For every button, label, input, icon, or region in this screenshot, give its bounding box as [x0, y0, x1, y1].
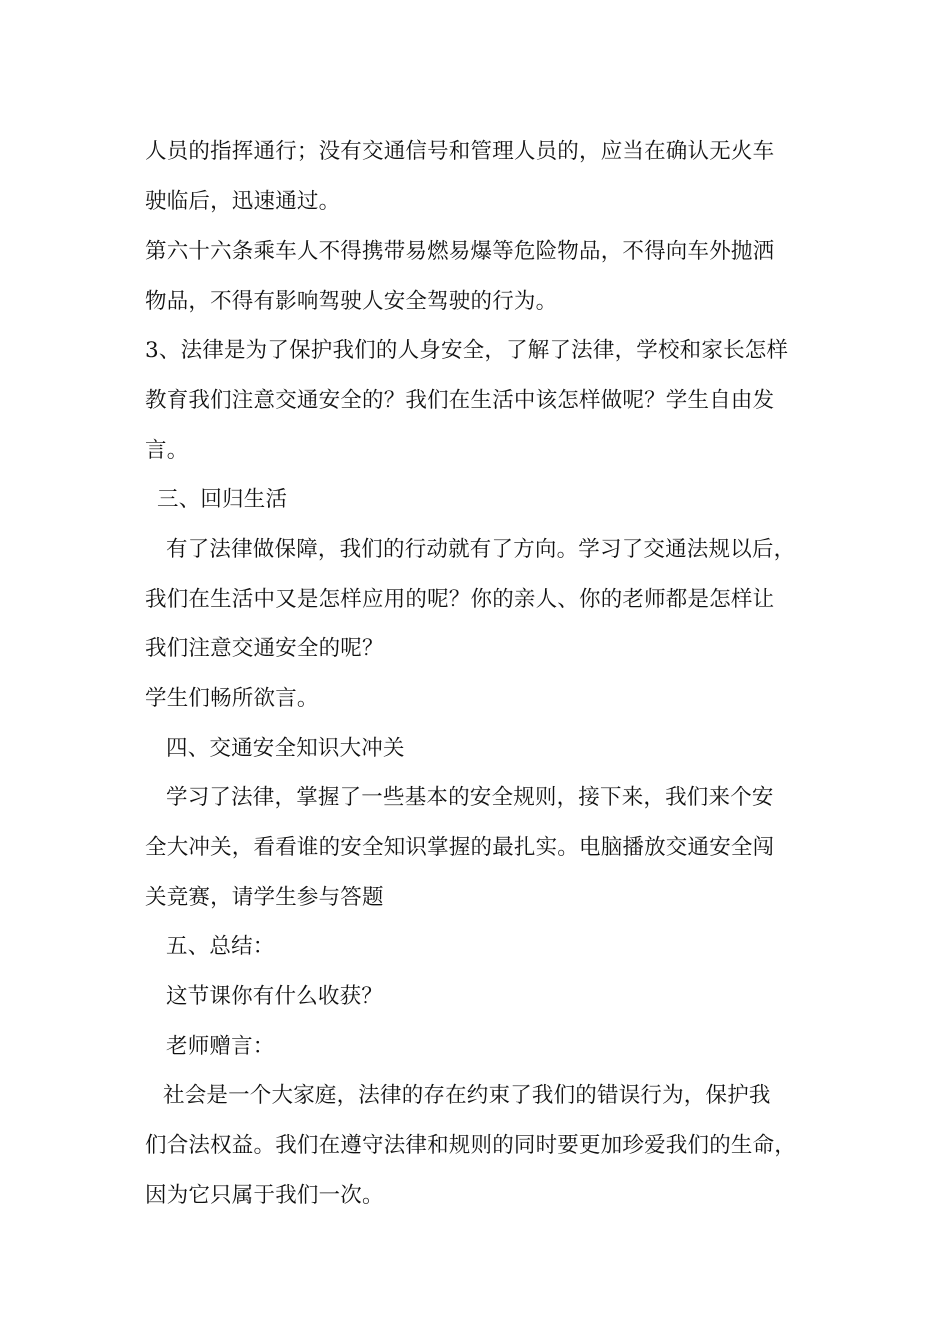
body-text-line: 老师赠言：: [166, 1034, 275, 1059]
body-text-line: 驶临后，迅速通过。: [145, 189, 341, 214]
body-text-line: 因为它只属于我们一次。: [145, 1183, 384, 1208]
body-text-line: 社会是一个大家庭，法律的存在约束了我们的错误行为，保护我: [163, 1083, 771, 1108]
body-text-line: 全大冲关，看看谁的安全知识掌握的最扎实。电脑播放交通安全闯: [145, 835, 775, 860]
section-heading: 五、总结：: [166, 934, 275, 959]
body-text-line: 教育我们注意交通安全的？我们在生活中该怎样做呢？学生自由发: [145, 388, 775, 413]
body-text-line: 我们注意交通安全的呢？: [145, 636, 384, 661]
body-text-line: 学生们畅所欲言。: [145, 686, 319, 711]
body-text-line: 这节课你有什么收获？: [166, 984, 384, 1009]
body-text-line: 人员的指挥通行；没有交通信号和管理人员的，应当在确认无火车: [145, 139, 775, 164]
section-heading: 三、回归生活: [157, 487, 288, 512]
section-heading: 四、交通安全知识大冲关: [166, 736, 405, 761]
body-text-line: 第六十六条乘车人不得携带易燃易爆等危险物品，不得向车外抛洒: [145, 239, 775, 264]
body-text-line: 言。: [145, 438, 189, 463]
body-text-line: 3、法律是为了保护我们的人身安全，了解了法律，学校和家长怎样: [145, 338, 789, 363]
body-text-line: 物品，不得有影响驾驶人安全驾驶的行为。: [145, 289, 558, 314]
body-text-line: 们合法权益。我们在遵守法律和规则的同时要更加珍爱我们的生命，: [145, 1133, 797, 1158]
body-text-line: 我们在生活中又是怎样应用的呢？你的亲人、你的老师都是怎样让: [145, 587, 775, 612]
body-text-line: 学习了法律，掌握了一些基本的安全规则，接下来，我们来个安: [166, 785, 774, 810]
body-text-line: 关竞赛，请学生参与答题: [145, 885, 384, 910]
body-text-line: 有了法律做保障，我们的行动就有了方向。学习了交通法规以后，: [166, 537, 796, 562]
